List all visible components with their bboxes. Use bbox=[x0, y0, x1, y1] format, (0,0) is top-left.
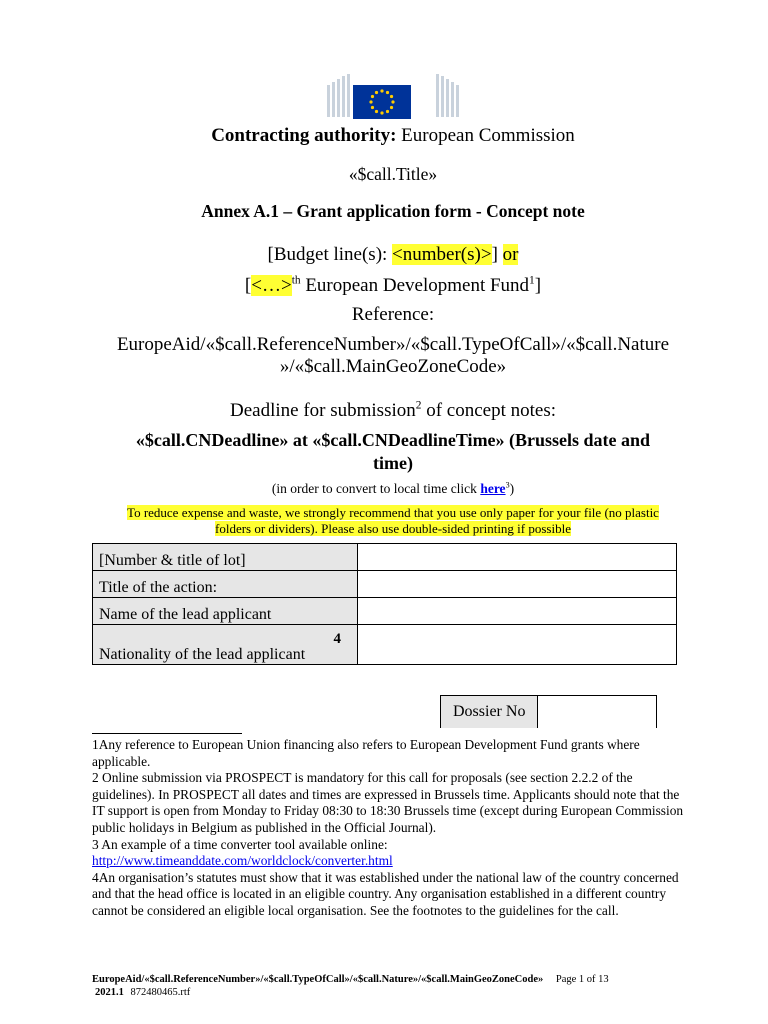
eu-star-icon bbox=[390, 95, 393, 98]
convert-post: ) bbox=[509, 481, 515, 496]
page-number: Page 1 of 13 bbox=[555, 974, 609, 985]
printing-notice bbox=[92, 505, 694, 536]
eu-star-icon bbox=[369, 100, 372, 103]
edf-line bbox=[92, 275, 694, 297]
lot-label: [Number & title of lot] bbox=[93, 544, 358, 571]
budget-suffix: ] bbox=[491, 244, 503, 265]
eu-star-icon bbox=[375, 91, 378, 94]
eu-star-icon bbox=[371, 95, 374, 98]
table-row bbox=[93, 625, 677, 665]
footnote-ref-4[interactable]: 4 bbox=[333, 631, 341, 647]
convert-note bbox=[92, 481, 694, 497]
eu-star-icon bbox=[391, 100, 394, 103]
footer-reference: EuropeAid/«$call.ReferenceNumber»/«$call.TypeOfCall»/«$call.Nature»/«$call.MainGeoZoneCode» bbox=[92, 974, 544, 985]
footnote-4: 4An organisation’s statutes must show that it was established under the national law of the country concerned and that the head office is located in an eligible country. Any organisation established in a different country cannot be considered an eligible local organisation. See the footnotes to the guidelines for the call. bbox=[92, 869, 679, 918]
call-title: «$call.Title» bbox=[348, 164, 438, 184]
deadline-value-1: «$call.CNDeadline» at «$call.CNDeadlineTime» (Brussels date and bbox=[135, 430, 651, 450]
lead-applicant-label: Name of the lead applicant bbox=[93, 598, 358, 625]
reference-line-1: EuropeAid/«$call.ReferenceNumber»/«$call.TypeOfCall»/«$call.Nature bbox=[116, 334, 670, 355]
footnote-1: 1Any reference to European Union financing also refers to European Development Fund grants where applicable. bbox=[92, 737, 640, 769]
annex-title: Annex A.1 – Grant application form - Concept note bbox=[201, 201, 585, 221]
convert-pre: (in order to convert to local time click bbox=[271, 481, 481, 496]
deadline-label-post: of concept notes: bbox=[421, 400, 556, 421]
lead-applicant-value[interactable] bbox=[358, 598, 677, 625]
reference-line-2: »/«$call.MainGeoZoneCode» bbox=[279, 356, 507, 377]
edf-text: European Development Fund bbox=[300, 275, 530, 296]
nationality-label: Nationality of the lead applicant bbox=[99, 646, 306, 663]
application-info-table bbox=[92, 543, 677, 665]
edf-placeholder: <…> bbox=[251, 275, 292, 296]
contracting-authority-label: Contracting authority: bbox=[211, 125, 397, 146]
page-footer bbox=[92, 973, 692, 999]
eu-star-icon bbox=[375, 110, 378, 113]
footer-version: 2021.1 bbox=[95, 987, 124, 998]
reference-label: Reference: bbox=[351, 304, 435, 325]
notice-line-1: To reduce expense and waste, we strongly recommend that you use only paper for your file (no plastic bbox=[127, 505, 659, 520]
nationality-value[interactable] bbox=[358, 625, 677, 665]
footnote-2: 2 Online submission via PROSPECT is mandatory for this call for proposals (see section 2.2.2 of the guidelines). In PROSPECT all dates and times are expressed in Brussels time. Applicants should note that the IT support is open from Monday to Friday 08:30 to 18:30 Brussels time (except during European Commission public holidays in Belgium as published in the Official Journal). bbox=[92, 770, 684, 835]
time-converter-link[interactable]: http://www.timeanddate.com/worldclock/converter.html bbox=[92, 853, 393, 869]
here-link[interactable]: here bbox=[480, 481, 506, 496]
budget-number-placeholder: <number(s)> bbox=[392, 244, 492, 265]
footnote-ref-2[interactable]: 2 bbox=[415, 399, 422, 412]
deadline-value-2: time) bbox=[373, 453, 413, 473]
footnotes bbox=[92, 737, 692, 920]
edf-close: ] bbox=[534, 275, 542, 296]
table-row bbox=[93, 544, 677, 571]
budget-line bbox=[92, 244, 694, 266]
notice-line-2: folders or dividers). Please also use double-sided printing if possible bbox=[215, 520, 571, 536]
eu-star-icon bbox=[380, 89, 383, 92]
contracting-authority bbox=[92, 125, 694, 147]
footnote-ref-3[interactable]: 3 bbox=[505, 480, 510, 490]
budget-prefix: [Budget line(s): bbox=[267, 244, 393, 265]
eu-star-icon bbox=[386, 110, 389, 113]
table-row bbox=[93, 598, 677, 625]
table-row bbox=[93, 571, 677, 598]
eu-star-icon bbox=[390, 106, 393, 109]
action-title-value[interactable] bbox=[358, 571, 677, 598]
action-title-label: Title of the action: bbox=[93, 571, 358, 598]
footnote-ref-1[interactable]: 1 bbox=[529, 274, 535, 287]
dossier-label: Dossier No bbox=[441, 696, 538, 729]
contracting-authority-value: European Commission bbox=[401, 125, 575, 146]
footer-file: 872480465.rtf bbox=[130, 987, 191, 998]
footnote-3: 3 An example of a time converter tool available online: bbox=[92, 836, 388, 852]
dossier-box bbox=[440, 695, 657, 728]
eu-star-icon bbox=[380, 111, 383, 114]
deadline-label-pre: Deadline for submission bbox=[229, 400, 416, 421]
lot-value[interactable] bbox=[358, 544, 677, 571]
budget-or: or bbox=[502, 244, 519, 265]
eu-star-icon bbox=[371, 106, 374, 109]
eu-commission-logo bbox=[325, 67, 461, 119]
eu-star-icon bbox=[386, 91, 389, 94]
footnote-separator bbox=[92, 733, 242, 734]
edf-th: th bbox=[291, 274, 301, 287]
dossier-value[interactable] bbox=[538, 696, 657, 729]
edf-open: [ bbox=[244, 275, 252, 296]
nationality-label-cell bbox=[93, 625, 358, 665]
deadline-label bbox=[92, 400, 694, 422]
